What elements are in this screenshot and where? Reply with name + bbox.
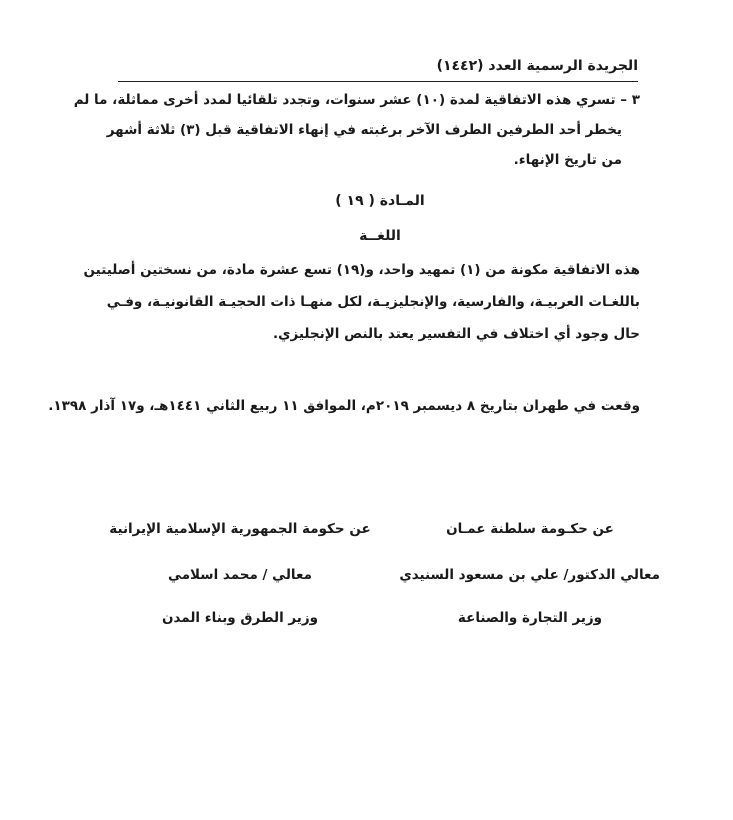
article-line-3: حال وجود أي اختلاف في التفسير يعتد بالنص الإنجليزي. xyxy=(272,326,640,342)
page-header xyxy=(118,55,638,82)
iran-signatory-title: وزير الطرق وبناء المدن xyxy=(161,610,319,626)
clause-3 xyxy=(73,92,640,182)
article-19-body xyxy=(83,262,640,352)
article-line-1: هذه الاتفاقية مكونة من (١) تمهيد واحد، و(١٩) تسع عشرة مادة، من نسختين أصليتين xyxy=(83,262,640,278)
article-line-2: باللغـات العربيـة، والفارسية، والإنجليزيـة، لكل منهـا ذات الحجيـة القانونيـة، وفـي xyxy=(106,294,640,310)
article-title: المـادة ( ١٩ ) xyxy=(335,193,425,209)
iran-signatory-name: معالي / محمد اسلامي xyxy=(168,567,312,583)
oman-signatory-name: معالي الدكتور/ علي بن مسعود السنيدي xyxy=(399,567,660,583)
article-subtitle: اللغــة xyxy=(359,228,401,244)
signing-statement xyxy=(48,398,640,422)
signing-text: وقعت في طهران بتاريخ ٨ ديسمبر ٢٠١٩م، الموافق ١١ ربيع الثاني ١٤٤١هـ، و١٧ آذار ١٣٩٨. xyxy=(48,398,640,414)
clause-3-line-2: يخطر أحد الطرفين الطرف الآخر برغبته في إنهاء الاتفاقية قبل (٣) ثلاثة أشهر xyxy=(106,122,622,138)
clause-3-line-1: ٣ – تسري هذه الاتفاقية لمدة (١٠) عشر سنوات، وتجدد تلقائيا لمدد أخرى مماثلة، ما لم xyxy=(73,92,640,108)
gazette-title: الجريدة الرسمية العدد (١٤٤٢) xyxy=(436,58,638,74)
iran-government: عن حكومة الجمهورية الإسلامية الإيرانية xyxy=(109,521,371,537)
oman-government: عن حكـومة سلطنة عمـان xyxy=(446,521,614,537)
oman-signatory-title: وزير التجارة والصناعة xyxy=(457,610,603,626)
clause-3-line-3: من تاريخ الإنهاء. xyxy=(513,152,622,168)
